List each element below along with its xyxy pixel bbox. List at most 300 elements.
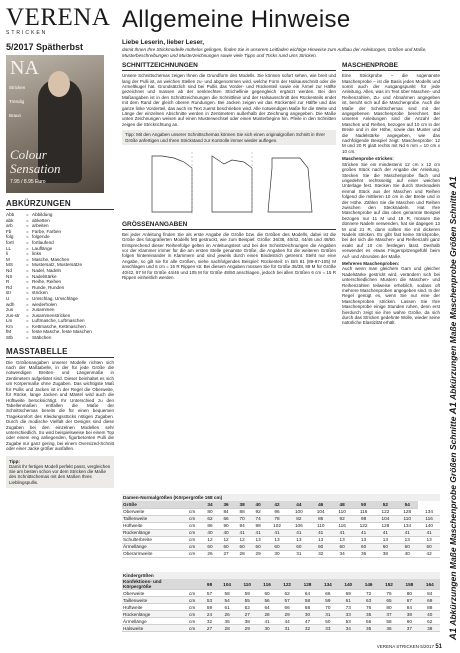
table-cell: 61 — [217, 604, 237, 611]
table-cell: 41 — [288, 529, 310, 536]
abbreviation-value: zusammenstricken — [32, 312, 71, 318]
table-cell: 84 — [399, 604, 419, 611]
table-cell: 35 — [217, 618, 237, 625]
abbreviation-key: Fb — [6, 228, 12, 234]
row-label: Oberweite — [122, 590, 188, 597]
table-caption: Damen-Normalgrößen (Körpergröße 168 cm) — [122, 494, 440, 501]
table-cell: 116 — [353, 508, 375, 515]
table-cell: 42 — [418, 550, 440, 557]
side-strip-label: Abkürzungen Maße Maschenprobe Größen Schnitte — [448, 416, 458, 626]
table-cell: 104 — [375, 515, 397, 522]
greeting: Liebe Leserin, lieber Leser, — [122, 39, 205, 46]
pattern-front-piece — [212, 156, 252, 212]
tip-box-left — [6, 456, 114, 488]
abbreviation-value: links — [32, 251, 42, 257]
table-cell: 82 — [288, 515, 310, 522]
table-cell: 68 — [297, 604, 317, 611]
table-header-size: 146 — [358, 579, 378, 590]
equals-sign: = — [26, 329, 29, 335]
row-unit: cm — [188, 522, 202, 529]
table-cell: 13 — [310, 536, 332, 543]
table-cell: 50 — [318, 618, 338, 625]
equals-sign: = — [26, 323, 29, 329]
schnitt-tip: Tipp: Mit den Angaben unserer Schnittschemas können Sie sich einen originalgroßen Schnitt in Ihrer Größe anfertigen und Ihren Strickstand zur Kontrolle immer wieder auflegen. — [122, 130, 336, 145]
table-cell: 32 — [202, 618, 217, 625]
table-cell: 41 — [418, 529, 440, 536]
table-cell: 60 — [399, 618, 419, 625]
equals-sign: = — [26, 335, 29, 341]
table-cell: 27 — [218, 550, 234, 557]
table-row — [122, 550, 440, 557]
table-cell: 28 — [257, 611, 277, 618]
side-strip-prefix-3: A1 — [448, 176, 459, 189]
table-cell: 57 — [202, 590, 217, 597]
table-header-size: 128 — [297, 579, 317, 590]
table-cell: 66 — [318, 590, 338, 597]
table-cell: 53 — [202, 597, 217, 604]
intro-text: damit Ihnen Ihre Strickmodelle mühelos gelingen, finden Sie in unserem Leitfaden wichtige Hinweise zum Aufbau der Anleitungen, Größen und Maße, Musterbeschreibungen und Musterzeichnungen sowie viele Tipps und Tricks rund ums Stricken. — [122, 47, 427, 58]
abbreviation-value: Umschlag, Umschläge — [32, 295, 78, 301]
table-cell: 62 — [202, 515, 218, 522]
abbreviation-key: M — [6, 256, 10, 262]
table-cell: 41 — [250, 529, 266, 536]
table-cell: 58 — [379, 618, 399, 625]
table-cell: 29 — [250, 550, 266, 557]
row-label: Ärmellänge — [122, 543, 188, 550]
table-header-size: 48 — [332, 501, 353, 508]
table-cell: 12 — [202, 536, 218, 543]
abbreviation-value: Stäbchen — [32, 335, 52, 341]
abbreviation-value: Luftmasche, Luftmaschen — [32, 318, 85, 324]
table-cell: 12 — [218, 536, 234, 543]
row-unit: cm — [188, 618, 202, 625]
table-cell: 66 — [277, 604, 297, 611]
equals-sign: = — [26, 307, 29, 313]
table-cell: 70 — [318, 604, 338, 611]
abbreviation-key: Rd — [6, 284, 12, 290]
row-label: Schulterbreite — [122, 536, 188, 543]
table-cell: 80 — [379, 604, 399, 611]
row-label: Oberarmweite — [122, 550, 188, 557]
equals-sign: = — [26, 318, 29, 324]
row-unit: cm — [188, 590, 202, 597]
table-cell: 34 — [338, 625, 358, 632]
equals-sign: = — [26, 279, 29, 285]
table-cell: 64 — [257, 604, 277, 611]
table-cell: 67 — [399, 597, 419, 604]
brand-subtitle: STRICKEN — [6, 30, 48, 36]
table-header-size: 104 — [217, 579, 237, 590]
pattern-back-piece — [152, 156, 192, 212]
damen-size-table — [122, 494, 440, 558]
cover-logo: NA — [10, 57, 39, 79]
row-unit: cm — [188, 597, 202, 604]
table-cell: 27 — [202, 625, 217, 632]
pattern-sleeve-piece — [268, 158, 312, 212]
abbreviation-key: str — [6, 290, 12, 296]
table-cell: 47 — [297, 618, 317, 625]
table-cell: 37 — [399, 625, 419, 632]
equals-sign: = — [26, 239, 29, 245]
middle-column — [122, 62, 336, 326]
table-cell: 140 — [418, 522, 440, 529]
table-cell: 62 — [420, 618, 440, 625]
table-cell: 61 — [338, 597, 358, 604]
table-cell: 96 — [266, 508, 288, 515]
abbreviation-value: abketten — [32, 217, 50, 223]
table-cell: 98 — [250, 522, 266, 529]
row-label: Ärmellänge — [122, 618, 188, 625]
table-row — [122, 529, 440, 536]
row-label: Rückenlänge — [122, 529, 188, 536]
table-cell: 29 — [277, 611, 297, 618]
equals-sign: = — [26, 234, 29, 240]
table-cell: 60 — [418, 543, 440, 550]
row-unit: cm — [188, 604, 202, 611]
abbreviation-value: fortlaufend — [32, 239, 54, 245]
table-header-row — [122, 501, 440, 508]
table-cell: 60 — [288, 543, 310, 550]
table-cell: 13 — [375, 536, 397, 543]
table-header-row — [122, 579, 440, 590]
row-label: Hüftweite — [122, 522, 188, 529]
abbreviation-row — [6, 335, 114, 341]
row-unit: cm — [188, 543, 202, 550]
table-cell: 60 — [202, 543, 218, 550]
table-cell: 122 — [353, 522, 375, 529]
brand-logo: VERENA — [6, 4, 111, 31]
table-header-size: 44 — [288, 501, 310, 508]
table-header-size: 116 — [257, 579, 277, 590]
table-cell: 32 — [310, 550, 332, 557]
footer-brand: VERENA STRICKEN 5/2017 — [376, 644, 435, 649]
table-cell: 41 — [332, 529, 353, 536]
table-header-size: 40 — [250, 501, 266, 508]
abbreviation-value: Nadel, Nadeln — [32, 267, 62, 273]
side-strip — [446, 0, 460, 653]
table-cell: 33 — [338, 611, 358, 618]
table-cell: 30 — [257, 625, 277, 632]
table-cell: 58 — [217, 590, 237, 597]
table-row — [122, 590, 440, 597]
table-cell: 98 — [353, 515, 375, 522]
abbreviation-value: Runde, Runden — [32, 284, 65, 290]
schnitt-text: Unsere Schnittschemas zeigen Ihnen die Grundform des Modells. Sie können sofort sehen, wie breit und lang der Pulli ist, an welchen Stellen zu- und abgenommen wird, welche Form der Halsausschnitt oder die Armeltkugel hat. Grundsätzlich sind bei Pullis das Vorder- und Rückenteil sowie ein Ärmel zur Hälfte gezeichnet und massen ab der senkrechten Strichellinie gegengleich ergänzt werden. Bei den Maßangaben ist in den Schnittzeichnungen die Schnittlinie und der Halsausschnitt des Rückenteils endet mit dem Rand der gleich oberen Rundungen. Bei Jacken zeigen wir das Rückenteil zur Hälfte und das ganze linke Vorderteil, das auch im Text zuerst beschrieben wird. Alle notwendigen Maße für die Weite und Länge der einzelnen Abschnitte werden in Zentimetern außerhalb der Zeichnung angegeben. Die Maße unten Zeichnungen weisen auf einen Musterwechsel oder einen Musterbeginn hin. Pfeile in den Schnitten zeigen die Strickrichtung an. — [122, 73, 336, 127]
cover-side-text: Stricken — [9, 85, 26, 90]
table-cell: 13 — [250, 536, 266, 543]
table-cell: 27 — [237, 611, 257, 618]
table-header-size: 52 — [375, 501, 397, 508]
abbreviation-key: MS — [6, 262, 13, 268]
table-cell: 41 — [353, 529, 375, 536]
table-cell: 110 — [310, 522, 332, 529]
row-label: Halsweite — [122, 625, 188, 632]
table-row — [122, 625, 440, 632]
table-cell: 72 — [358, 590, 378, 597]
table-cell: 38 — [375, 550, 397, 557]
table-cell: 44 — [277, 618, 297, 625]
table-cell: 37 — [379, 611, 399, 618]
abbreviation-value: folgende — [32, 234, 50, 240]
table-cell: 86 — [202, 522, 218, 529]
table-cell: 41 — [266, 529, 288, 536]
table-header-size: 110 — [237, 579, 257, 590]
table-cell: 40 — [420, 611, 440, 618]
table-cell: 28 — [234, 550, 250, 557]
table-cell: 55 — [237, 597, 257, 604]
table-cell: 30 — [266, 550, 288, 557]
table-header-label: Konfektions- und Körpergröße — [122, 579, 188, 590]
table-cell: 13 — [353, 536, 375, 543]
abbreviation-key: zus — [6, 307, 14, 313]
table-cell: 74 — [250, 515, 266, 522]
table-cell: 26 — [217, 611, 237, 618]
table-cell: 13 — [418, 536, 440, 543]
table-cell: 57 — [277, 597, 297, 604]
table-header-size: 46 — [310, 501, 332, 508]
page-title: Allgemeine Hinweise — [122, 6, 351, 33]
table-row — [122, 618, 440, 625]
table-cell: 69 — [420, 597, 440, 604]
table-header-size: 42 — [266, 501, 288, 508]
table-cell: 40 — [202, 529, 218, 536]
abbreviation-value: Lauflänge — [32, 245, 53, 251]
table-cell: 56 — [358, 618, 378, 625]
table-cell: 59 — [318, 597, 338, 604]
table-header-size: 98 — [202, 579, 217, 590]
abbreviation-value: Abbildung — [32, 212, 53, 217]
table-cell: 60 — [218, 543, 234, 550]
table-cell: 60 — [250, 543, 266, 550]
table-cell: 134 — [418, 508, 440, 515]
cover-headline-2: Sensation — [10, 161, 61, 176]
table-cell: 80 — [399, 590, 419, 597]
table-cell: 66 — [218, 515, 234, 522]
table-cell: 59 — [237, 590, 257, 597]
pattern-diagram-svg — [122, 148, 336, 218]
page-footer — [377, 644, 442, 650]
equals-sign: = — [26, 290, 29, 296]
table-row — [122, 597, 440, 604]
table-cell: 76 — [358, 604, 378, 611]
row-unit: cm — [188, 508, 202, 515]
issue-label: 5/2017 Spätherbst — [6, 42, 84, 52]
maschenprobe-sub1: Maschenprobe stricken: — [342, 156, 394, 162]
table-row — [122, 604, 440, 611]
equals-sign: = — [26, 284, 29, 290]
right-column — [342, 62, 440, 326]
table-cell: 13 — [396, 536, 418, 543]
table-header-label: Größe — [122, 501, 188, 508]
table-cell: 92 — [332, 515, 353, 522]
maschenprobe-sub2: Mehreres Maschenproben: — [342, 261, 400, 266]
equals-sign: = — [26, 228, 29, 234]
table-cell: 41 — [375, 529, 397, 536]
abbreviation-key: Stb — [6, 335, 13, 341]
table-cell: 122 — [375, 508, 397, 515]
row-label: Hüftweite — [122, 604, 188, 611]
cover-model-face — [48, 71, 70, 97]
table-header-size: 36 — [218, 501, 234, 508]
table-cell: 84 — [420, 590, 440, 597]
table-cell: 13 — [266, 536, 288, 543]
pattern-diagram — [122, 148, 336, 218]
abbreviation-key: U — [6, 295, 10, 301]
table-cell: 100 — [288, 508, 310, 515]
table-caption-row — [122, 572, 440, 579]
equals-sign: = — [26, 301, 29, 307]
table-cell: 63 — [358, 597, 378, 604]
side-strip-prefix-2: A1 — [448, 402, 459, 415]
table-header-size: 34 — [202, 501, 218, 508]
text-columns — [122, 62, 440, 326]
groessen-title: GRÖSSENANGABEN — [122, 221, 336, 230]
row-unit: cm — [188, 611, 202, 618]
groessen-text: Bei jeder Anleitung finden Sie als erste Angabe die Größe bzw. die Größen des Modells, dabei ist die Größe des fotografierten Modells fett gestruckt, wie zum Beispiel: Größe: 36/38, 40/42, 44/46 und 48/50. Entsprechend dieser Reihenfolge gelten im Anleitungstext und bei den Schnittzeichnungen die Angaben vor der Klammer immer für die am ersten Stelle genannte Größe, die Angaben für die weiteren Größen folgen hintereinander in Klammern und sind jeweils durch einen Bindestrich getrennt. Steht nur eine Angabe, so gilt sie für alle Größen, siehe nachfolgendes Beispiel: Rückenteil: In Brit 81 (89-97-105) M anschlagen und 6 cm = 15 R Rippen str. Bei diesem Angaben müssen Sie für Größe 36/38, 89 M für Größe 40/42, 97 M für Größe 44/46 und 105 M für Größe 48/50 anschlagen, jedoch bei allen Größen 6 cm = 15 R Rippen einheitlich werden. — [122, 231, 336, 281]
table-header-size: 134 — [318, 579, 338, 590]
table-cell: 116 — [418, 515, 440, 522]
cover-image — [6, 55, 104, 193]
abbreviation-key: Abb — [6, 212, 15, 217]
table-cell: 30 — [297, 611, 317, 618]
table-cell: 58 — [297, 597, 317, 604]
table-cell: 60 — [396, 543, 418, 550]
row-label: Taillenweite — [122, 597, 188, 604]
damen-table — [122, 494, 440, 558]
table-cell: 69 — [338, 590, 358, 597]
abbreviations-title: ABKÜRZUNGEN — [6, 199, 114, 210]
abbreviation-key: zus-str — [6, 312, 20, 318]
table-cell: 84 — [218, 508, 234, 515]
abbreviation-key: li — [6, 251, 9, 257]
table-cell: 65 — [379, 597, 399, 604]
abbreviation-key: Nd — [6, 267, 12, 273]
row-unit: cm — [188, 625, 202, 632]
table-cell: 35 — [358, 625, 378, 632]
equals-sign: = — [26, 267, 29, 273]
table-cell: 94 — [234, 522, 250, 529]
table-row — [122, 515, 440, 522]
abbreviation-key: abk — [6, 217, 14, 223]
table-cell: 128 — [396, 508, 418, 515]
table-cell: 60 — [375, 543, 397, 550]
table-cell: 38 — [399, 611, 419, 618]
table-cell: 62 — [237, 604, 257, 611]
side-strip-text — [448, 0, 459, 640]
abbreviation-value: Kettmasche, Kettmaschen — [32, 323, 86, 329]
table-cell: 13 — [288, 536, 310, 543]
table-cell: 54 — [217, 597, 237, 604]
abbreviation-key: NS — [6, 273, 13, 279]
abbreviation-key: Km — [6, 323, 13, 329]
table-cell: 110 — [396, 515, 418, 522]
abbreviation-value: Farbe, Farben — [32, 228, 62, 234]
table-header-size: 50 — [353, 501, 375, 508]
abbreviation-key: arb — [6, 223, 13, 229]
abbreviation-value: stricken — [32, 290, 48, 296]
abbreviation-key: fortl — [6, 239, 14, 245]
row-unit: cm — [188, 529, 202, 536]
table-cell: 60 — [234, 543, 250, 550]
table-cell: 60 — [257, 590, 277, 597]
masstabelle-title: MASSTABELLE — [6, 347, 114, 358]
table-cell: 53 — [338, 618, 358, 625]
table-cell: 40 — [218, 529, 234, 536]
table-cell: 60 — [266, 543, 288, 550]
table-header-unit — [188, 501, 202, 508]
cover-side-text: Braun — [9, 113, 22, 118]
table-cell: 88 — [420, 604, 440, 611]
table-cell: 31 — [288, 550, 310, 557]
equals-sign: = — [26, 251, 29, 257]
abbreviation-value: Mustersatz, Mustersätze — [32, 262, 83, 268]
table-cell: 78 — [266, 515, 288, 522]
table-cell: 70 — [234, 515, 250, 522]
table-cell: 33 — [318, 625, 338, 632]
maschenprobe-text2: Stricken Sie ein mindestens 12 cm x 12 cm großes Stück nach der Angabe der Anleitung. Stecken Sie die Maschenprobe flach und ungedehnt rechtsseitig auf einer weichen Unterlage fest. Stecken Sie durch Stecknadeln einmal Stück aus der Maschen und Reihen folgend die mittleren 10 cm in der Breite und in der Höhe. Zählen Sie die Maschen und Reihen zwischen den Stecknadeln. Hat Ihre Maschenprobe auf das oben genannte Beispiel bezogen nur 11 M und 19 R, müssen Sie dünnere Nadeln verwenden, hat sie dagegen 13 M und 21 R, dann sollten Sie mit dickeren Nadeln stricken. Es gibt fast keine Strickprobe, bei der sich die Maschen- und Reihenzahl ganz exakt auf 10 cm festlegen lässt. Deshalb verwendet es etwas Fingerspitzengefühl beim Auf- und Abrunden der Maße. — [342, 161, 440, 259]
table-row — [122, 543, 440, 550]
table-cell: 26 — [202, 550, 218, 557]
kinder-table — [122, 572, 440, 632]
table-cell: 102 — [266, 522, 288, 529]
row-unit: cm — [188, 515, 202, 522]
abbreviation-key: wdh — [6, 301, 15, 307]
equals-sign: = — [26, 262, 29, 268]
schnitt-title: SCHNITTZEICHNUNGEN — [122, 62, 336, 71]
kinder-size-table — [122, 572, 440, 632]
table-cell: 36 — [353, 550, 375, 557]
left-column — [6, 6, 114, 645]
abbreviation-value: Reihe, Reihen — [32, 279, 62, 285]
maschenprobe-text: Eine Strickprobe – die sogenannte Maschenprobe – ist die Basis jedes Modells und somit auch der Ausgangspunkt für jede Anleitung. Alles, was im Text über Maschen- und Reihenzahlen, Zu- und Abnahmen angegeben ist, beruht sich auf die Maschenprobe. Auch die Maße der Schnittschemas sind mit der angegebenen Maschenprobe berechnet. Bei unseren Anleitungen sind die Anzahl der Maschen und Reihen, bezogen auf 10 cm in der Breite und in der Höhe, sowie das Muster und die Nadelstärke angegeben, wie das nachfolgende Beispiel zeigt: Maschenprobe: 12 M und 20 R glatt rechts mit Nd 6 mm = 10 cm x 10 cm. — [342, 73, 440, 154]
table-cell: 40 — [396, 550, 418, 557]
side-strip-label-2: Abkürzungen Maße Maschenprobe Größen Schnitte — [448, 190, 458, 400]
table-header-size: 38 — [234, 501, 250, 508]
table-cell: 13 — [332, 536, 353, 543]
abbreviation-value: arbeiten — [32, 223, 49, 229]
table-cell: 38 — [420, 625, 440, 632]
table-cell: 90 — [218, 522, 234, 529]
table-cell: 88 — [234, 508, 250, 515]
equals-sign: = — [26, 217, 29, 223]
table-cell: 60 — [353, 543, 375, 550]
abbreviation-key: folg — [6, 234, 14, 240]
cover-price: 7.95 / 8.95 Euro — [10, 179, 46, 185]
abbreviation-key: R — [6, 279, 10, 285]
tip-label: Tipp: — [9, 458, 20, 464]
table-cell: 41 — [257, 618, 277, 625]
table-cell: 41 — [234, 529, 250, 536]
maschenprobe-title: MASCHENPROBE — [342, 62, 440, 71]
abbreviation-value: feste Masche, feste Maschen — [32, 329, 92, 335]
table-cell: 92 — [250, 508, 266, 515]
equals-sign: = — [26, 256, 29, 262]
row-unit: cm — [188, 550, 202, 557]
table-cell: 60 — [332, 543, 353, 550]
table-cell: 28 — [217, 625, 237, 632]
table-header-size: 140 — [338, 579, 358, 590]
abbreviation-key: Lm — [6, 318, 13, 324]
cover-headline-1: Colour — [10, 147, 47, 162]
table-cell: 59 — [202, 604, 217, 611]
table-cell: 86 — [310, 515, 332, 522]
abbreviation-key: LL — [6, 245, 12, 251]
equals-sign: = — [26, 295, 29, 301]
table-cell: 110 — [332, 508, 353, 515]
table-cell: 24 — [202, 611, 217, 618]
table-cell: 36 — [379, 625, 399, 632]
table-cell: 34 — [332, 550, 353, 557]
